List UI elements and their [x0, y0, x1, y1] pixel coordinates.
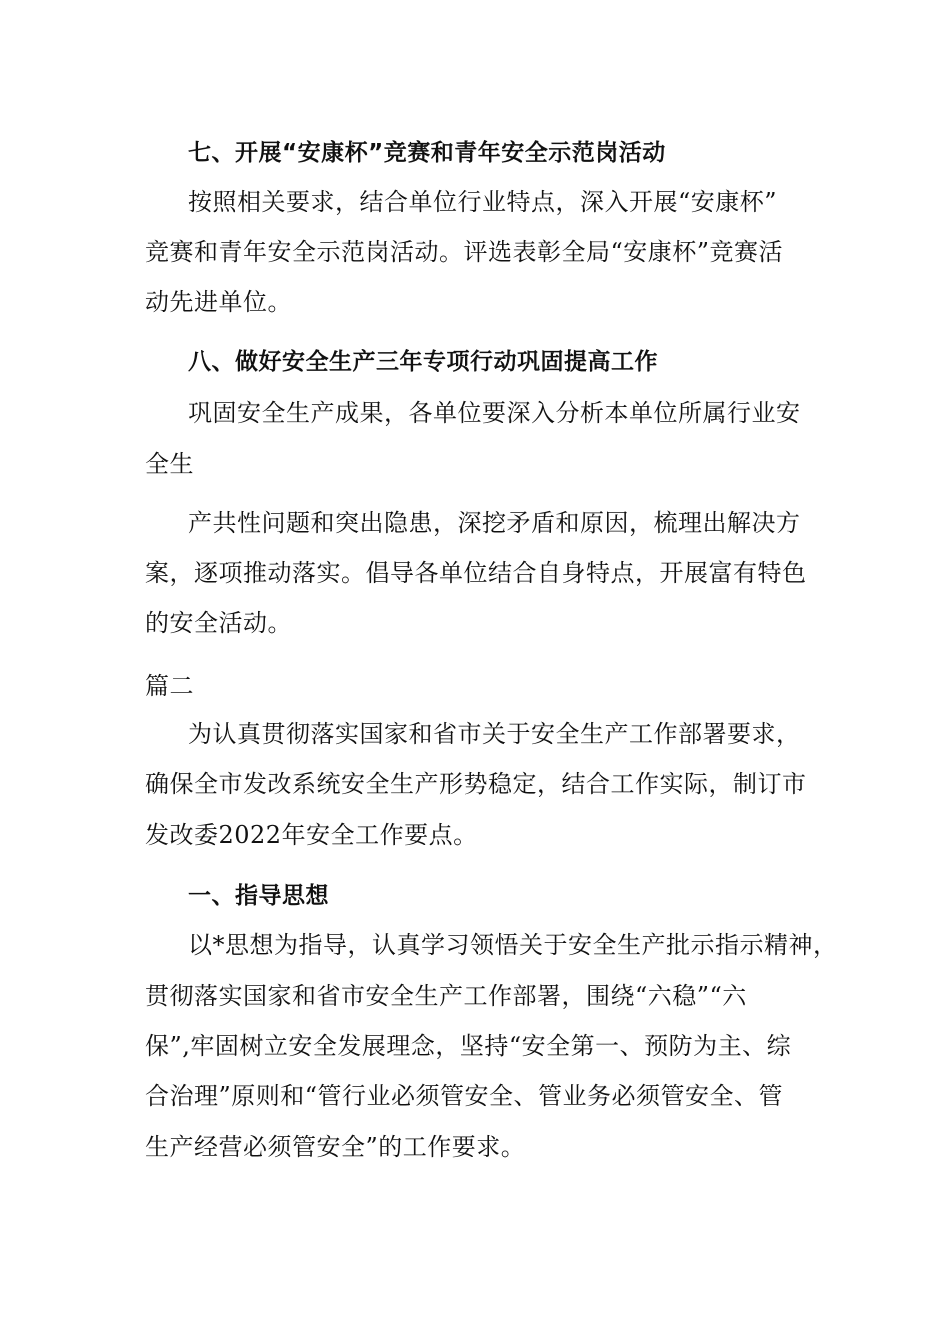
paragraph-1-line-1: 以*思想为指导，认真学习领悟关于安全生产批示指示精神，: [188, 931, 838, 959]
paragraph-7-line-1: 按照相关要求，结合单位行业特点，深入开展“安康杯”: [188, 188, 778, 216]
paragraph-8a-line-2: 全生: [145, 450, 194, 478]
intro-line-1: 为认真贯彻落实国家和省市关于安全生产工作部署要求，: [188, 720, 801, 748]
intro-line-2: 确保全市发改系统安全生产形势稳定，结合工作实际，制订市: [145, 770, 807, 798]
paragraph-1-line-5: 生产经营必须管安全”的工作要求。: [145, 1133, 526, 1161]
paragraph-7-line-3: 动先进单位。: [145, 288, 292, 316]
section-heading-8: 八、做好安全生产三年专项行动巩固提高工作: [188, 349, 658, 375]
paragraph-7-line-2: 竞赛和青年安全示范岗活动。评选表彰全局“安康杯”竞赛活: [145, 238, 784, 266]
section-heading-1: 一、指导思想: [188, 883, 329, 909]
paragraph-1-line-3: 保”,牢固树立安全发展理念，坚持“安全第一、预防为主、综: [145, 1032, 792, 1060]
paragraph-8b-line-2: 案，逐项推动落实。倡导各单位结合自身特点，开展富有特色: [145, 559, 807, 587]
intro-line-3: 发改委2022年安全工作要点。: [145, 821, 478, 849]
section-heading-7: 七、开展“安康杯”竞赛和青年安全示范岗活动: [188, 140, 666, 166]
paragraph-8a-line-1: 巩固安全生产成果，各单位要深入分析本单位所属行业安: [188, 399, 801, 427]
paragraph-8b-line-1: 产共性问题和突出隐患，深挖矛盾和原因，梳理出解决方: [188, 509, 801, 537]
paragraph-8b-line-3: 的安全活动。: [145, 609, 292, 637]
part-label: 篇二: [145, 672, 194, 700]
paragraph-1-line-4: 合治理”原则和“管行业必须管安全、管业务必须管安全、管: [145, 1082, 784, 1110]
paragraph-1-line-2: 贯彻落实国家和省市安全生产工作部署，围绕“六稳”“六: [145, 982, 747, 1010]
